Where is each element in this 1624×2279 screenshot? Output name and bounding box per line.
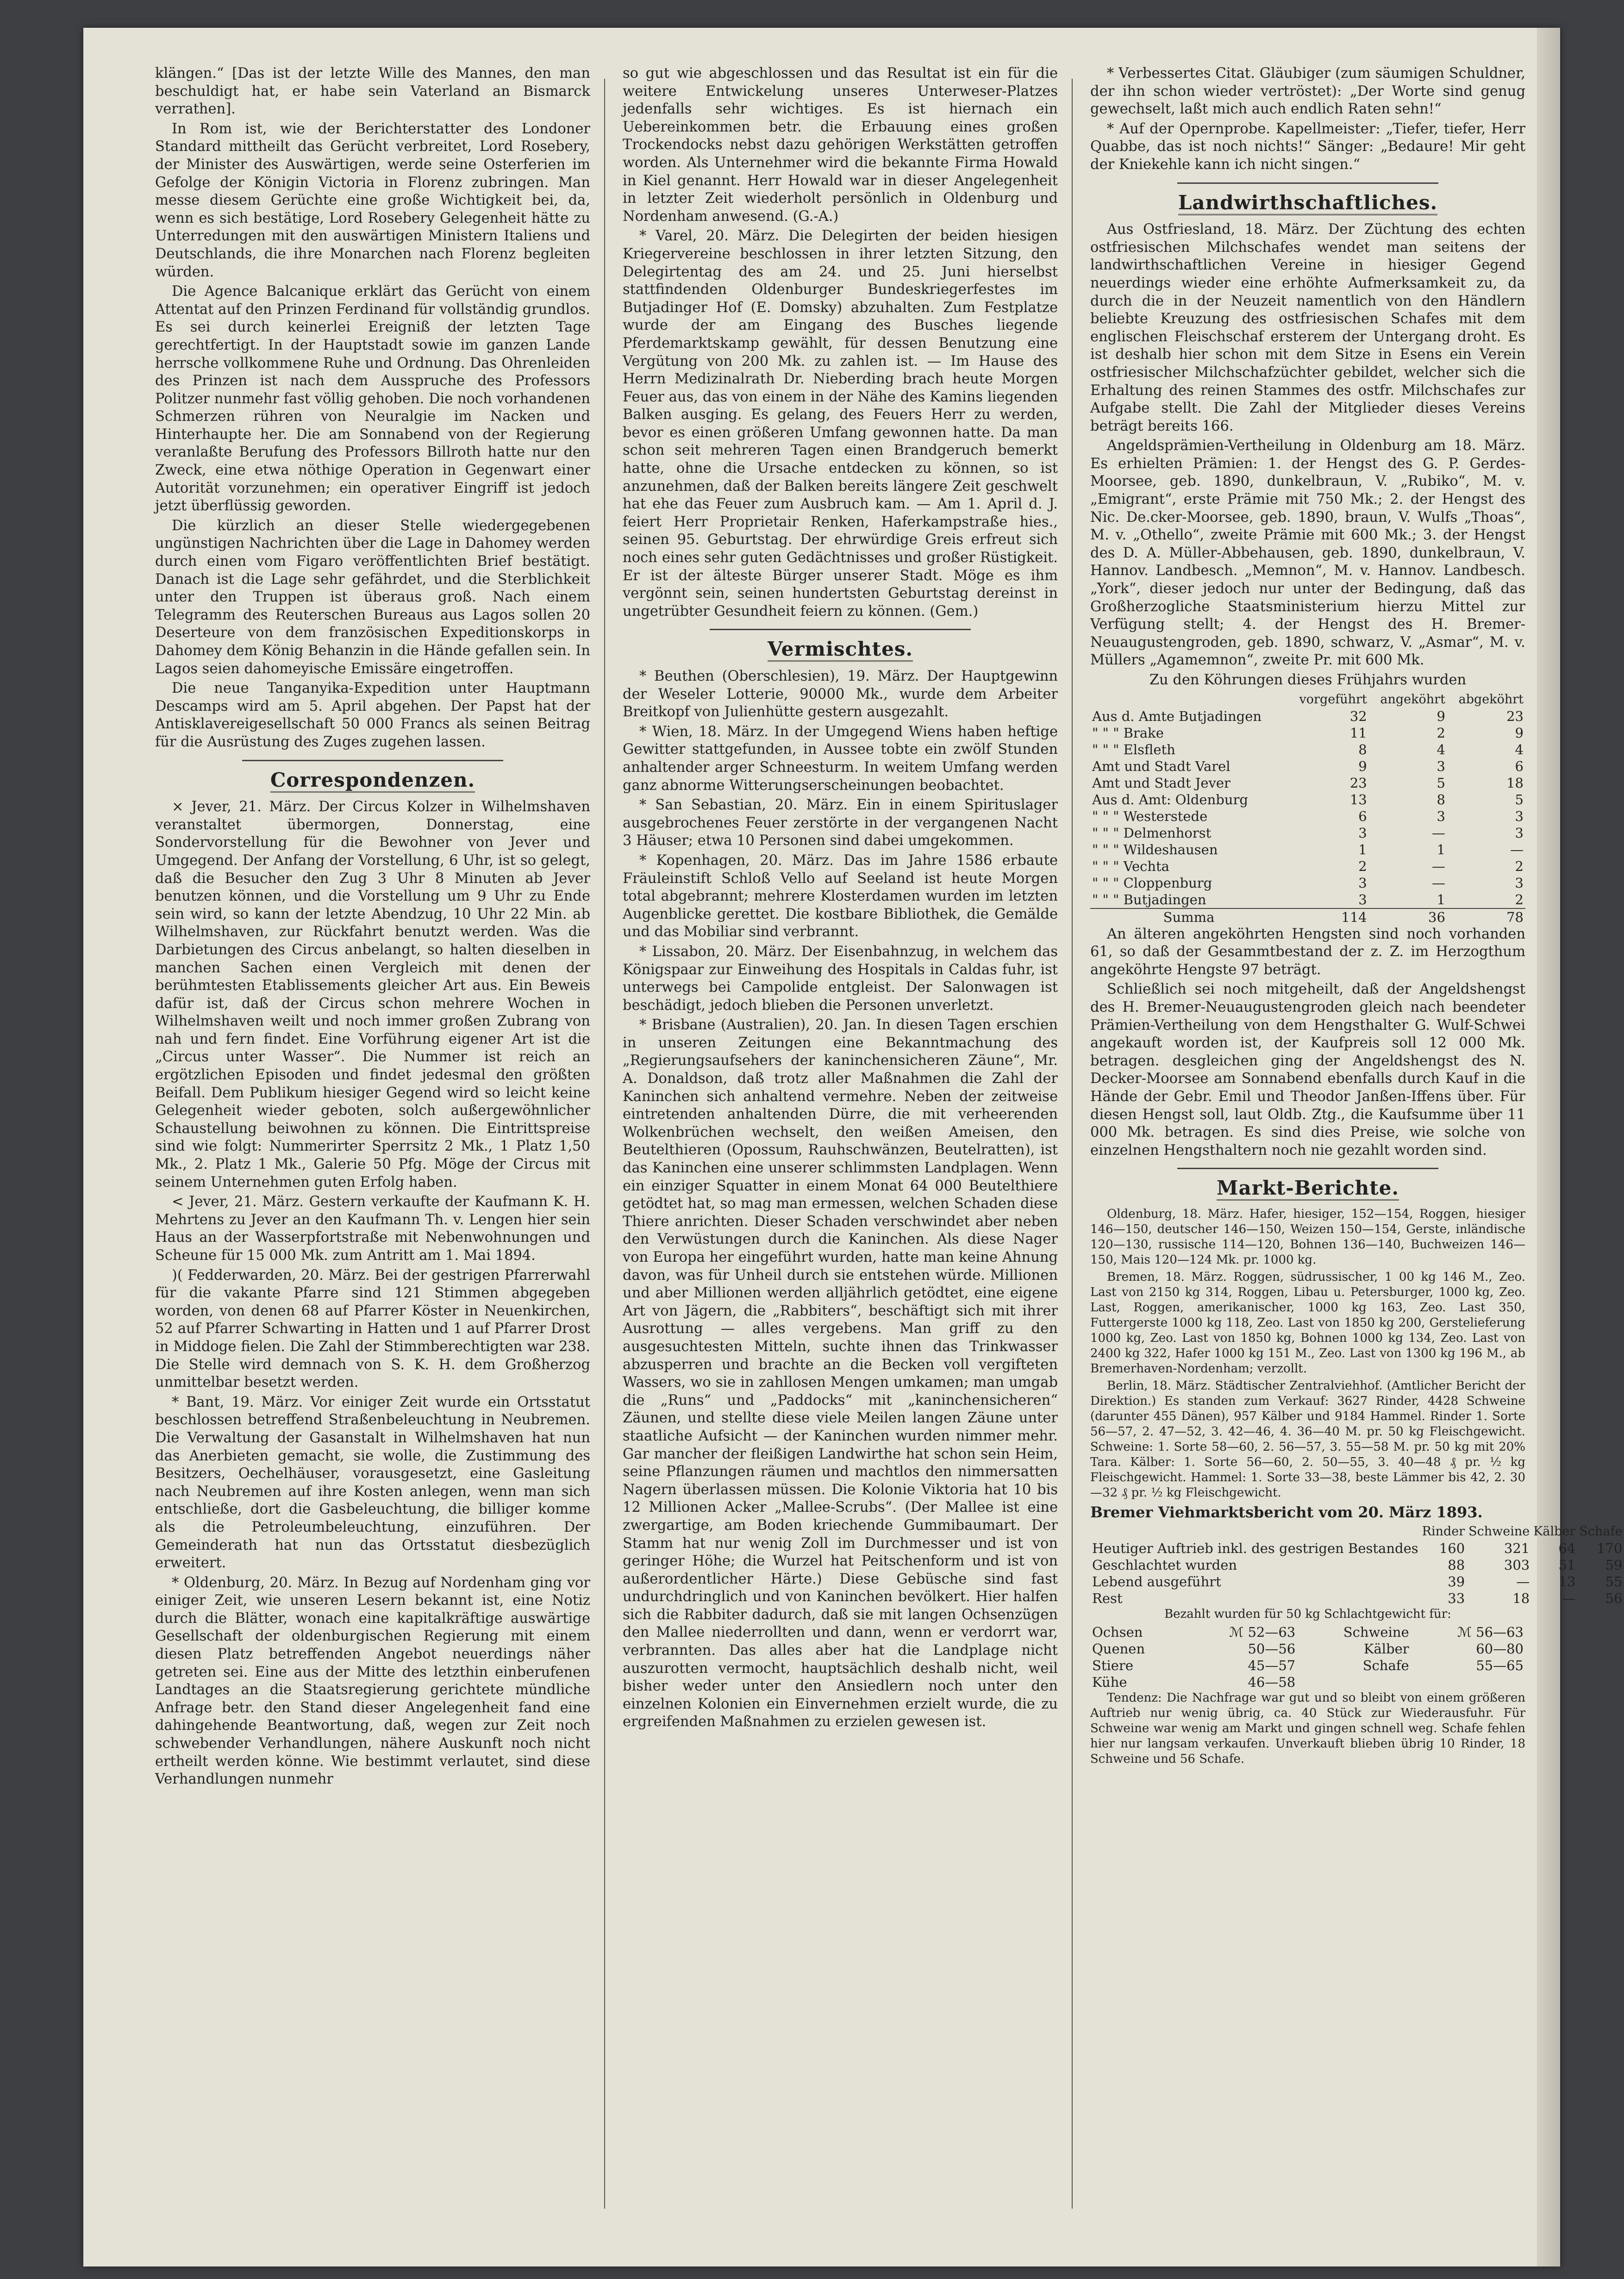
table-cell: 170 [1597, 1540, 1623, 1556]
table-cell: Stiere [1092, 1657, 1133, 1673]
table-cell: 18 [1506, 775, 1524, 791]
table-cell: 2 [1515, 858, 1524, 874]
table-cell: 2 [1358, 858, 1367, 874]
article-paragraph: In Rom ist, wie der Berichterstatter des Londoner Standard mittheilt das Gerücht verbreitet, Lord Rosebery, der Minister des Auswärtigen, werde seine Osterferien im Gefolge der Königin Victoria in Florenz zubringen. Man messe diesem Gerüchte eine große Wichtigkeit bei, da, wenn es sich bestätige, Lord Rosebery Gelegenheit hätte zu Unterredungen mit den auswärtigen Ministern Italiens und Deutschlands, die ihre Monarchen nach Florenz begleiten würden. [155, 120, 590, 280]
table-cell: Aus d. Amte Butjadingen [1092, 708, 1262, 724]
table-cell: 51 [1558, 1557, 1576, 1573]
table-cell: Quenen [1092, 1640, 1145, 1657]
table-cell: 3 [1358, 825, 1367, 841]
section-divider [1177, 182, 1438, 184]
table-header: abgeköhrt [1458, 692, 1524, 707]
table-cell: Amt und Stadt Varel [1092, 758, 1230, 774]
table-cell: Schafe [1362, 1657, 1409, 1673]
section-heading: Vermischtes. [623, 640, 1058, 658]
column-1 [155, 65, 590, 2236]
table-cell: Kühe [1092, 1674, 1127, 1690]
table-cell: " " " Wildeshausen [1092, 841, 1218, 858]
table-row [1090, 791, 1525, 808]
newspaper-page [83, 28, 1623, 2266]
report-paragraph: < Jever, 21. März. Gestern verkaufte der Kaufmann K. H. Mehrtens zu Jever an den Kaufmann Th. v. Lengen hier sein Haus an der Wasserpfortstraße mit Nebenwohnungen und Scheune für 15 000 Mk. zum Antritt am 1. Mai 1894. [155, 1194, 590, 1264]
table-cell: 55 [1605, 1573, 1623, 1590]
table-cell: Heutiger Auftrieb inkl. des gestrigen Bestandes [1092, 1540, 1418, 1556]
table-cell: 3 [1437, 808, 1445, 824]
table-cell: Amt und Stadt Jever [1092, 775, 1230, 791]
table-cell: 8 [1358, 741, 1367, 758]
section-divider [710, 629, 971, 630]
table-row [1090, 858, 1525, 875]
table-row [1090, 708, 1525, 725]
table-row [1090, 875, 1525, 891]
table-row [1090, 1540, 1624, 1557]
news-item: * Kopenhagen, 20. März. Das im Jahre 1586 erbaute Fräuleinstift Schloß Vello auf Seeland ist heute Morgen total abgebrannt; mehrere Klosterdamen wurden im letzten Augenblicke gerettet. Die kostbare Bibliothek, die Gemälde und das Mobiliar sind verbrannt. [623, 852, 1058, 940]
anecdote: * Verbessertes Citat. Gläubiger (zum säumigen Schuldner, der ihn schon wieder vertröstet): „Der Worte sind genug gewechselt, laßt mich auch endlich Raten sehn!“ [1090, 65, 1525, 118]
table-cell: 56 [1605, 1590, 1623, 1606]
table-cell: 3 [1358, 891, 1367, 908]
table-cell: 59 [1605, 1557, 1623, 1573]
table-cell: 8 [1437, 791, 1445, 808]
table-row [1090, 758, 1525, 775]
table-cell: 321 [1504, 1540, 1530, 1556]
table-body [1090, 1540, 1624, 1607]
table-cell: 303 [1504, 1557, 1530, 1573]
table-cell: Lebend ausgeführt [1092, 1573, 1221, 1590]
table-cell: ℳ 52—63 [1229, 1624, 1296, 1640]
column-3 [1090, 65, 1623, 2236]
table-intro: Zu den Köhrungen dieses Frühjahrs wurden [1149, 672, 1467, 688]
section-divider [1177, 1168, 1438, 1169]
table-cell: 1 [1358, 841, 1367, 858]
table-cell: 55—65 [1476, 1657, 1524, 1673]
table-cell: 39 [1448, 1573, 1465, 1590]
table-row [1090, 1624, 1525, 1640]
table-row [1090, 891, 1525, 908]
section-heading: Correspondenzen. [155, 771, 590, 789]
table-cell: 9 [1437, 708, 1445, 724]
table-cell: 18 [1512, 1590, 1530, 1606]
farm-report: Aus Ostfriesland, 18. März. Der Züchtung des echten ostfriesischen Milchschafes wendet man seitens der landwirthschaftlichen Vereine in hiesiger Gegend neuerdings wieder eine erhöhte Aufmerksamkeit zu, da durch die in der Neuzeit namentlich von den Händlern beliebte Kreuzung des ostfriesischen Schafes mit dem englischen Fleischschaf ersterem der Untergang droht. Es ist deshalb hier schon mit dem Sitze in Esens ein Verein ostfriesischer Milchschafzüchter gebildet, welcher sich die Erhaltung des reinen Stammes des ostfr. Milchschafes zur Aufgabe stellt. Die Zahl der Mitglieder dieses Vereins beträgt bereits 166. [1090, 221, 1525, 434]
table-cell: " " " Cloppenburg [1092, 875, 1212, 891]
table-cell: 60—80 [1476, 1640, 1524, 1657]
table-cell: " " " Elsfleth [1092, 741, 1175, 758]
report-paragraph: * Bant, 19. März. Vor einiger Zeit wurde ein Ortsstatut beschlossen betreffend Straßenbeleuchtung in Neubremen. Die Verwaltung der Gasanstalt in Wilhelmshaven hat nun das Anerbieten gemacht, sie wolle, die Zustimmung des Besitzers, Oechelhäuser, vorausgesetzt, eine Gasleitung nach Neubremen auf ihre Kosten anlegen, wenn man sich entschließe, dort die Gasbeleuchtung, die billiger komme als die Petroleumbeleuchtung, einzuführen. Der Gemeinderath hat nun das Ortsstatut diesbezüglich erweitert. [155, 1394, 590, 1572]
table-cell: 45—57 [1248, 1657, 1296, 1673]
table-row [1090, 1640, 1525, 1657]
table-cell: 13 [1349, 791, 1367, 808]
table-cell: — [1510, 841, 1524, 858]
table-cell: 50—56 [1248, 1640, 1296, 1657]
table-sum-cell: 114 [1287, 908, 1369, 926]
table-cell: Geschlachtet wurden [1092, 1557, 1237, 1573]
table-cell: Ochsen [1092, 1624, 1143, 1640]
page-edge [1537, 28, 1560, 2266]
article-paragraph: Die Agence Balcanique erklärt das Gerücht von einem Attentat auf den Prinzen Ferdinand für vollständig grundlos. Es sei durch keinerlei Ereigniß der letzten Tage gerechtfertigt. In der Hauptstadt sowie im ganzen Lande herrsche vollkommene Ruhe und Ordnung. Das Ohrenleiden des Prinzen ist nach dem Ausspruche des Professors Politzer nunmehr fast völlig gehoben. Die noch vorhandenen Schmerzen rühren von Neuralgie im Nacken und Hinterhaupte her. Die am Sonnabend von der Regierung veranlaßte Berufung des Professors Billroth hatte nur den Zweck, eine etwa nöthige Operation in Gegenwart einer Autorität vorzunehmen; ein operativer Eingriff ist jedoch jetzt überflüssig geworden. [155, 283, 590, 514]
bremen-title: Bremer Viehmarktsbericht vom 20. März 1893. [1090, 1503, 1483, 1521]
table-cell: 1 [1437, 891, 1445, 908]
table-cell [1297, 1674, 1411, 1690]
article-paragraph: * Varel, 20. März. Die Delegirten der beiden hiesigen Kriegervereine beschlossen in ihrer letzten Sitzung, den Delegirtentag des am 24. und 25. Juni hierselbst stattfindenden Oldenburger Bundeskriegerfestes im Butjadinger Hof (E. Domsky) abzuhalten. Zum Festplatze wurde der am Eingang des Busches liegende Pferdemarktskamp gewählt, für dessen Benutzung eine Vergütung von 200 Mk. zu zahlen ist. — Im Hause des Herrn Medizinalrath Dr. Nieberding brach heute Morgen Feuer aus, das von einem in der Nähe des Kamins liegenden Balken ausging. Es gelang, des Feuers Herr zu werden, bevor es einen größeren Umfang gewonnen hatte. Da man schon seit mehreren Tagen einen Brandgeruch bemerkt hatte, ohne die Ursache entdecken zu können, so ist anzunehmen, daß der Balken bereits längere Zeit geschwelt hat ehe das Feuer zum Ausbruch kam. — Am 1. April d. J. feiert Herr Proprietair Renken, Haferkampstraße hies., seinen 95. Geburtstag. Der ehrwürdige Greis erfreut sich noch eines sehr guten Gedächtnisses und großer Rüstigkeit. Er ist der älteste Bürger unserer Stadt. Möge es ihm vergönnt sein, seinen hundertsten Geburtstag dereinst in ungetrübter Gesundheit feiern zu können. (Gem.) [623, 228, 1058, 620]
table-body [1090, 1624, 1525, 1690]
table-cell: 3 [1515, 808, 1524, 824]
table-cell: 3 [1515, 825, 1524, 841]
table-cell: 3 [1515, 875, 1524, 891]
article-paragraph: Die neue Tanganyika-Expedition unter Hauptmann Descamps wird am 5. April abgehen. Der Papst hat der Antisklavereigesellschaft 50 000 Francs als seinen Beitrag für die Ausrüstung des Zuges zugehen lassen. [155, 680, 590, 750]
table-row [1090, 825, 1525, 841]
table-cell: 13 [1558, 1573, 1576, 1590]
news-item: * Wien, 18. März. In der Umgegend Wiens haben heftige Gewitter stattgefunden, in Aussee tobte ein zwölf Stunden anhaltender arger Schneesturm. In weitem Umfang werden ganz abnorme Witterungserscheinungen beobachtet. [623, 723, 1058, 794]
table-cell: 64 [1558, 1540, 1576, 1556]
table-sum-cell: 78 [1447, 908, 1525, 926]
article-paragraph: klängen.“ [Das ist der letzte Wille des Mannes, den man beschuldigt hat, er habe sein Vaterland an Bismarck verrathen]. [155, 65, 590, 118]
column-rule [1072, 79, 1073, 2209]
table-cell: " " " Westerstede [1092, 808, 1208, 824]
report-paragraph: )( Fedderwarden, 20. März. Bei der gestrigen Pfarrerwahl für die vakante Pfarre sind 121 Stimmen abgegeben worden, von denen 68 auf Pfarrer Köster in Neuenkirchen, 52 auf Pfarrer Schwarting in Hatten und 1 auf Pfarrer Drost in Middoge fielen. Die Zahl der Stimmberechtigten war 238. Die Stelle wird demnach von S. K. H. dem Großherzog unmittelbar besetzt werden. [155, 1267, 590, 1391]
table-cell: 46—58 [1248, 1674, 1296, 1690]
table-row [1090, 775, 1525, 791]
table-row [1090, 808, 1525, 825]
table-header-blank [1090, 691, 1287, 708]
table-cell: 88 [1448, 1557, 1465, 1573]
column-rule [604, 79, 605, 2209]
table-header [1090, 1523, 1420, 1540]
article-paragraph: Die kürzlich an dieser Stelle wiedergegebenen ungünstigen Nachrichten über die Lage in Dahomey werden durch einen vom Figaro veröffentlichten Brief bestätigt. Danach ist die Lage sehr gefährdet, und die Sterblichkeit unter den Truppen ist überaus groß. Nach einem Telegramm des Reuterschen Bureaus aus Lagos sollen 20 Deserteure von dem französischen Expeditionskorps in Dahomey dem König Behanzin in die Hände gefallen sein. In Lagos seien dahomeyische Emissäre eingetroffen. [155, 517, 590, 677]
table-body [1090, 708, 1525, 908]
report-paragraph: * Oldenburg, 20. März. In Bezug auf Nordenham ging vor einiger Zeit, wie unseren Lesern bekannt ist, eine Notiz durch die Blätter, wonach eine kapitalkräftige auswärtige Gesellschaft der oldenburgischen Regierung mit einem diesen Platz betreffenden Angebot neuerdings näher getreten sei. Eine aus der Mitte des letzthin einberufenen Landtages an die Staatsregierung gerichtete mündliche Anfrage betr. den Stand dieser Angelegenheit fand eine dahingehende Beantwortung, daß, wegen zur Zeit noch schwebender Verhandlungen, nähere Auskunft noch nicht ertheilt werden könne. Wie bestimmt verlautet, sind diese Verhandlungen nunmehr [155, 1574, 590, 1788]
table-cell: 4 [1437, 741, 1445, 758]
bremen-price-table [1090, 1624, 1525, 1690]
news-item: * Lissabon, 20. März. Der Eisenbahnzug, in welchem das Königspaar zur Einweihung des Hospitals in Caldas fuhr, ist unterwegs bei Campolide entgleist. Der Salonwagen ist beschädigt, jedoch blieben die Personen unverletzt. [623, 943, 1058, 1014]
table-cell: 3 [1358, 875, 1367, 891]
table-row [1090, 741, 1525, 758]
table-cell: 5 [1515, 791, 1524, 808]
news-item: * Brisbane (Australien), 20. Jan. In diesen Tagen erschien in unseren Zeitungen eine Bekanntmachung des „Regierungsaufsehers der kaninchensicheren Zäune“, Mr. A. Donaldson, daß trotz aller Maßnahmen die Zahl der Kaninchen sich anhaltend vermehre. Neben der zeitweise eintretenden anhaltenden Dürre, die mit verheerenden Wolkenbrüchen wechselt, den weißen Ameisen, den Beutelthieren (Opossum, Rauhschwänzen, Beutelratten), ist das Kaninchen eine unserer schlimmsten Landplagen. Wenn ein einziger Squatter in einem Monat 64 000 Beutelthiere getödtet hat, so mag man ermessen, welchen Schaden diese Thiere anrichten. Dieser Schaden verschwindet aber neben den Verwüstungen durch die Kaninchen. Als diese Nager von Europa her eingeführt wurden, hatte man keine Ahnung davon, was für Unheil durch sie entstehen würde. Millionen und aber Millionen werden alljährlich getödtet, eine eigene Art von Jägern, die „Rabbiters“, beschäftigt sich mit ihrer Ausrottung — alles vergebens. Man griff zu den ausgesuchtesten Mitteln, suchte ihnen das Trinkwasser abzusperren und brachte an die Becken voll vergifteten Wassers, wo sie in zahllosen Mengen umkamen; man umgab die „Runs“ und „Paddocks“ mit „kaninchensicheren“ Zäunen, und stellte diese viele Meilen langen Zäune unter staatliche Aufsicht — der Kaninchen wurden nimmer mehr. Gar mancher der fleißigen Landwirthe hat schon sein Heim, seine Pflanzungen räumen und machtlos den nimmersatten Nagern überlassen müssen. Die Kolonie Viktoria hat 10 bis 12 Millionen Acker „Mallee-Scrubs“. (Der Mallee ist eine zwergartige, am Boden kriechende Gummibaumart. Der Stamm hat nur wenig Zoll im Durchmesser und ist von geringer Höhe; die Wurzel hat Peitschenform und ist von außerordentlicher Härte.) Diese Gebüsche sind fast undurchdringlich und von Kaninchen bevölkert. Hier halfen sich die Rabbiter dadurch, daß sie mit langen Ochsenzügen den Mallee niederrollten und dann, wenn er verdorrt war, verbrannten. Das alles aber hat die Landplage nicht auszurotten vermocht, hauptsächlich deshalb nicht, weil bisher weder unter den Ansiedlern noch unter den einzelnen Kolonien ein Einvernehmen erzielt wurde, die zu ergreifenden Maßnahmen zu erzielen gewesen ist. [623, 1017, 1058, 1730]
article-paragraph: so gut wie abgeschlossen und das Resultat ist ein für die weitere Entwickelung unseres Unterweser-Platzes jedenfalls sehr wichtiges. Es ist hiernach ein Uebereinkommen betr. die Erbauung eines großen Trockendocks nebst dazu gehörigen Werkstätten getroffen worden. Als Unternehmer wird die bekannte Firma Howald in Kiel genannt. Herr Howald war in dieser Angelegenheit in letzter Zeit wiederholt persönlich in Oldenburg und Nordenham anwesend. (G.-A.) [623, 65, 1058, 225]
table-cell: 6 [1515, 758, 1524, 774]
table-cell: Kälber [1363, 1640, 1409, 1657]
market-report: Bremen, 18. März. Roggen, südrussischer, 1 00 kg 146 M., Zeo. Last von 2150 kg 314, Roggen, Libau u. Petersburger, 1000 kg, Zeo. Last, Roggen, amerikanischer, 1000 kg 163, Zeo. Last 350, Futtergerste 1000 kg 118, Zeo. Last von 1850 kg 200, Gerstelieferung 1000 kg, Zeo. Last von 1850 kg, Bohnen 1000 kg 134, Zeo. Last von 2400 kg 322, Hafer 1000 kg 151 M., Zeo. Last von 1300 kg 196 M., ab Bremerhaven-Nordenham; verzollt. [1090, 1270, 1525, 1376]
table-header: Rinder [1422, 1524, 1465, 1539]
news-item: * San Sebastian, 20. März. Ein in einem Spirituslager ausgebrochenes Feuer zerstörte in der vergangenen Nacht 3 Häuser; etwa 10 Personen sind dabei umgekommen. [623, 797, 1058, 849]
table-cell: Rest [1092, 1590, 1123, 1606]
section-divider [242, 760, 503, 761]
table-header: Kälber [1533, 1524, 1576, 1539]
table-header: angeköhrt [1380, 692, 1445, 707]
breeding-table [1090, 691, 1525, 926]
table-cell: " " " Brake [1092, 725, 1164, 741]
table-cell: 11 [1349, 725, 1367, 741]
table-cell: 6 [1358, 808, 1367, 824]
table-cell: Schweine [1343, 1624, 1409, 1640]
table-row [1090, 725, 1525, 741]
table-cell: 5 [1437, 775, 1445, 791]
table-cell: 2 [1515, 891, 1524, 908]
anecdote: * Auf der Opernprobe. Kapellmeister: „Tiefer, tiefer, Herr Quabbe, das ist noch nichts!“ Sänger: „Bedaure! Mir geht der Kniekehle kann ich nicht singen.“ [1090, 120, 1525, 173]
market-report: Berlin, 18. März. Städtischer Zentralviehhof. (Amtlicher Bericht der Direktion.) Es standen zum Verkauf: 3627 Rinder, 4428 Schweine (darunter 455 Dänen), 957 Kälber und 9184 Hammel. Rinder 1. Sorte 56—57, 2. 47—52, 3. 42—46, 4. 36—40 M. pr. 50 kg Fleischgewicht. Schweine: 1. Sorte 58—60, 2. 56—57, 3. 55—58 M. pr. 50 kg mit 20% Tara. Kälber: 1. Sorte 56—60, 2. 50—55, 3. 40—48 ₰ pr. ½ kg Fleischgewicht. Hammel: 1. Sorte 33—38, beste Lämmer bis 42, 2. 30—32 ₰ pr. ½ kg Fleischgewicht. [1090, 1378, 1525, 1500]
table-row [1090, 841, 1525, 858]
report-paragraph: × Jever, 21. März. Der Circus Kolzer in Wilhelmshaven veranstaltet übermorgen, Donnerstag, eine Sondervorstellung für die Bewohner von Jever und Umgegend. Der Anfang der Vorstellung, 6 Uhr, ist so gelegt, daß die Besucher den Zug 3 Uhr 8 Minuten ab Jever benutzen können, und die Vorstellung um 9 Uhr zu Ende sein wird, so kann der letzte Abendzug, 10 Uhr 22 Min. ab Wilhelmshaven, zur Rückfahrt benutzt werden. Was die Darbietungen des Circus anbelangt, so halten dieselben in manchen Sachen einen Vergleich mit denen der berühmtesten Etablissements gleicher Art aus. Ein Beweis dafür ist, daß der Circus schon mehrere Wochen in Wilhelmshaven weilt und noch immer großen Zubrang von nah und fern findet. Eine Vorführung eigener Art ist die „Circus unter Wasser“. Die Nummer ist reich an ergötzlichen Episoden und findet jedesmal den größten Beifall. Dem Publikum hiesiger Gegend wird so leicht keine Gelegenheit wieder geboten, solch außergewöhnlicher Schaustellung beiwohnen zu können. Die Eintrittspreise sind wie folgt: Nummerirter Sperrsitz 2 Mk., 1 Platz 1,50 Mk., 2. Platz 1 Mk., Galerie 50 Pfg. Möge der Circus mit seinem Unternehmen guten Erfolg haben. [155, 799, 590, 1190]
section-heading: Markt-Berichte. [1090, 1179, 1525, 1197]
table-cell: — [1516, 1573, 1530, 1590]
table-row [1090, 1573, 1624, 1590]
table-cell: 4 [1515, 741, 1524, 758]
farm-report: Schließlich sei noch mitgeheilt, daß der Angeldshengst des H. Bremer-Neuaugustengroden gleich nach beendeter Prämien-Vertheilung von dem Hengsthalter G. Wulf-Schwei angekauft worden ist, der Kaufpreis soll 12 000 Mk. betragen. desgleichen ging der Angeldshengst des N. Decker-Moorsee am Sonnabend ebenfalls durch Kauf in die Hände der Gebr. Emil und Theodor Janßen-Iffens über. Für diesen Hengst soll, laut Oldb. Ztg., die Kaufsumme über 11 000 Mk. betragen. Es sind dies Preise, wie solche von einzelnen Hengsthaltern noch nie gezahlt worden sind. [1090, 981, 1525, 1158]
table-cell: 160 [1439, 1540, 1465, 1556]
column-2 [623, 65, 1058, 2236]
table-cell: 1 [1437, 841, 1445, 858]
market-report: Oldenburg, 18. März. Hafer, hiesiger, 152—154, Roggen, hiesiger 146—150, deutscher 146—150, Weizen 150—154, Gerste, inländische 120—130, russische 114—120, Bohnen 136—140, Buchweizen 146—150, Mais 120—124 Mk. pr. 1000 kg. [1090, 1207, 1525, 1267]
table-cell: " " " Delmenhorst [1092, 825, 1212, 841]
table-cell: 3 [1437, 758, 1445, 774]
bremen-paid-title: Bezahlt wurden für 50 kg Schlachtgewicht für: [1164, 1607, 1451, 1621]
table-row [1090, 1557, 1624, 1573]
table-sum-cell: 36 [1369, 908, 1447, 926]
table-cell: " " " Butjadingen [1092, 891, 1206, 908]
table-cell [1411, 1674, 1525, 1690]
table-cell: ℳ 56—63 [1457, 1624, 1524, 1640]
farm-report: An älteren angeköhrten Hengsten sind noch vorhanden 61, so daß der Gesammtbestand der z. Z. im Herzogthum angeköhrte Hengste 97 beträgt. [1090, 926, 1525, 978]
bremen-table [1090, 1523, 1624, 1607]
table-header: Schafe [1579, 1524, 1623, 1539]
table-cell: " " " Vechta [1092, 858, 1169, 874]
table-cell: 23 [1506, 708, 1524, 724]
table-cell: — [1431, 858, 1445, 874]
table-cell: Aus d. Amt: Oldenburg [1092, 791, 1248, 808]
table-cell: 23 [1349, 775, 1367, 791]
table-cell: 9 [1358, 758, 1367, 774]
table-cell: — [1562, 1590, 1576, 1606]
news-item: * Beuthen (Oberschlesien), 19. März. Der Hauptgewinn der Weseler Lotterie, 90000 Mk., wurde dem Arbeiter Breitkopf von Julienhütte gestern ausgezahlt. [623, 668, 1058, 720]
table-cell: 32 [1349, 708, 1367, 724]
bremen-tendency: Tendenz: Die Nachfrage war gut und so bleibt von einem größeren Auftrieb nur wenig übrig, ca. 40 Stück zur Wiederausfuhr. Für Schweine war wenig am Markt und gingen schnell weg. Schafe fehlen hier nur langsam verkaufen. Unverkauft blieben übrig 10 Rinder, 18 Schweine und 56 Schafe. [1090, 1690, 1525, 1766]
table-sum-label: Summa [1090, 908, 1287, 926]
table-header: vorgeführt [1299, 692, 1367, 707]
farm-report: Angeldsprämien-Vertheilung in Oldenburg am 18. März. Es erhielten Prämien: 1. der Hengst des G. P. Gerdes-Moorsee, geb. 1890, dunkelbraun, V. „Rubiko“, M. v. „Emigrant“, erste Prämie mit 750 Mk.; 2. der Hengst des Nic. De.cker-Moorsee, geb. 1890, braun, V. Wulfs „Thoas“, M. v. „Othello“, zweite Prämie mit 600 Mk.; 3. der Hengst des D. A. Müller-Abbehausen, geb. 1890, dunkelbraun, V. Hannov. Landbesch. „Memnon“, M. v. Hannov. Landbesch. „York“, dieser jedoch nur unter der Bedingung, daß das Großherzogliche Staatsministerium hierzu Mittel zur Verfügung stellt; 4. der Hengst des H. Bremer-Neuaugustengroden, geb. 1890, schwarz, V. „Asmar“, M. v. Müllers „Agamemnon“, zweite Pr. mit 600 Mk. [1090, 438, 1525, 669]
table-row [1090, 1590, 1624, 1607]
table-cell: — [1431, 825, 1445, 841]
table-cell: 2 [1437, 725, 1445, 741]
section-heading: Landwirthschaftliches. [1090, 194, 1525, 212]
table-row [1090, 1674, 1525, 1690]
table-cell: 33 [1448, 1590, 1465, 1606]
table-header: Schweine [1468, 1524, 1530, 1539]
table-cell: 9 [1515, 725, 1524, 741]
table-row [1090, 1657, 1525, 1674]
table-cell: — [1431, 875, 1445, 891]
